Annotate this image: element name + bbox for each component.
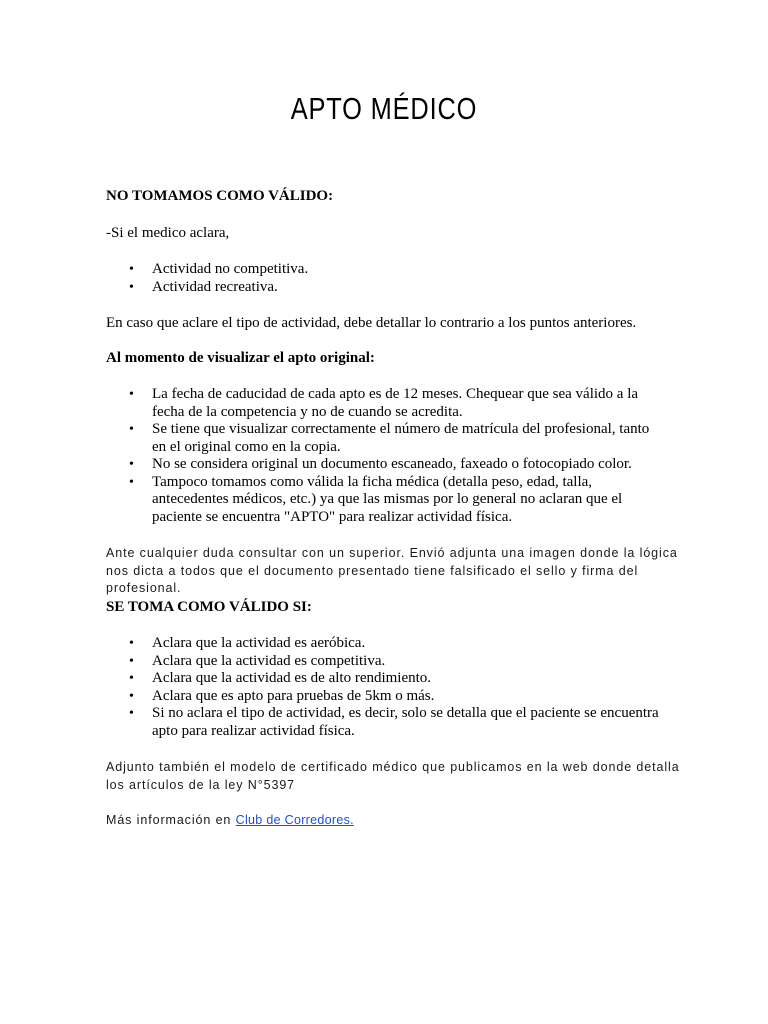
more-info-prefix: Más información en [106,813,236,827]
list-item: • No se considera original un documento escaneado, faxeado o fotocopiado color. [106,456,666,474]
list-item: • Aclara que es apto para pruebas de 5km o más. [106,688,666,706]
list-item: • Aclara que la actividad es de alto rendimiento. [106,670,666,688]
list-item: • Tampoco tomamos como válida la ficha médica (detalla peso, edad, talla, antecedentes médicos, etc.) ya que las mismas por lo general no aclaran que el paciente se encuentra "APTO" para realizar actividad física. [106,474,666,527]
more-info-line [106,812,681,830]
list-item: • Actividad no competitiva. [106,261,666,279]
section-heading-valido: SE TOMA COMO VÁLIDO SI: [106,599,312,615]
list-item: • La fecha de caducidad de cada apto es de 12 meses. Chequear que sea válido a la fecha de la competencia y no de cuando se acredita. [106,386,666,421]
section-intro: -Si el medico aclara, [106,225,230,241]
section-heading-visualizar: Al momento de visualizar el apto original: [106,350,375,366]
list-item: • Aclara que la actividad es competitiva. [106,653,666,671]
bullet-list-valido [106,635,666,740]
list-item: • Se tiene que visualizar correctamente el número de matrícula del profesional, tanto en el original como en la copia. [106,421,666,456]
list-item: • Si no aclara el tipo de actividad, es decir, solo se detalla que el paciente se encuentra apto para realizar actividad física. [106,705,666,740]
warning-note: Ante cualquier duda consultar con un superior. Envió adjunta una imagen donde la lógica nos dicta a todos que el documento presentado tiene falsificado el sello y firma del profesional. [106,546,678,595]
bullet-list-visualizar [106,386,666,526]
list-item: • Aclara que la actividad es aeróbica. [106,635,666,653]
certificate-note: Adjunto también el modelo de certificado médico que publicamos en la web donde detalla los artículos de la ley N°5397 [106,760,680,792]
list-item: • Actividad recreativa. [106,279,666,297]
page-title: APTO MÉDICO [290,91,478,126]
club-de-corredores-link[interactable]: Club de Corredores. [235,813,354,827]
bullet-list-no-valido [106,261,666,296]
section-note: En caso que aclare el tipo de actividad, debe detallar lo contrario a los puntos anteriores. [106,315,637,331]
section-heading-no-valido: NO TOMAMOS COMO VÁLIDO: [106,188,334,204]
